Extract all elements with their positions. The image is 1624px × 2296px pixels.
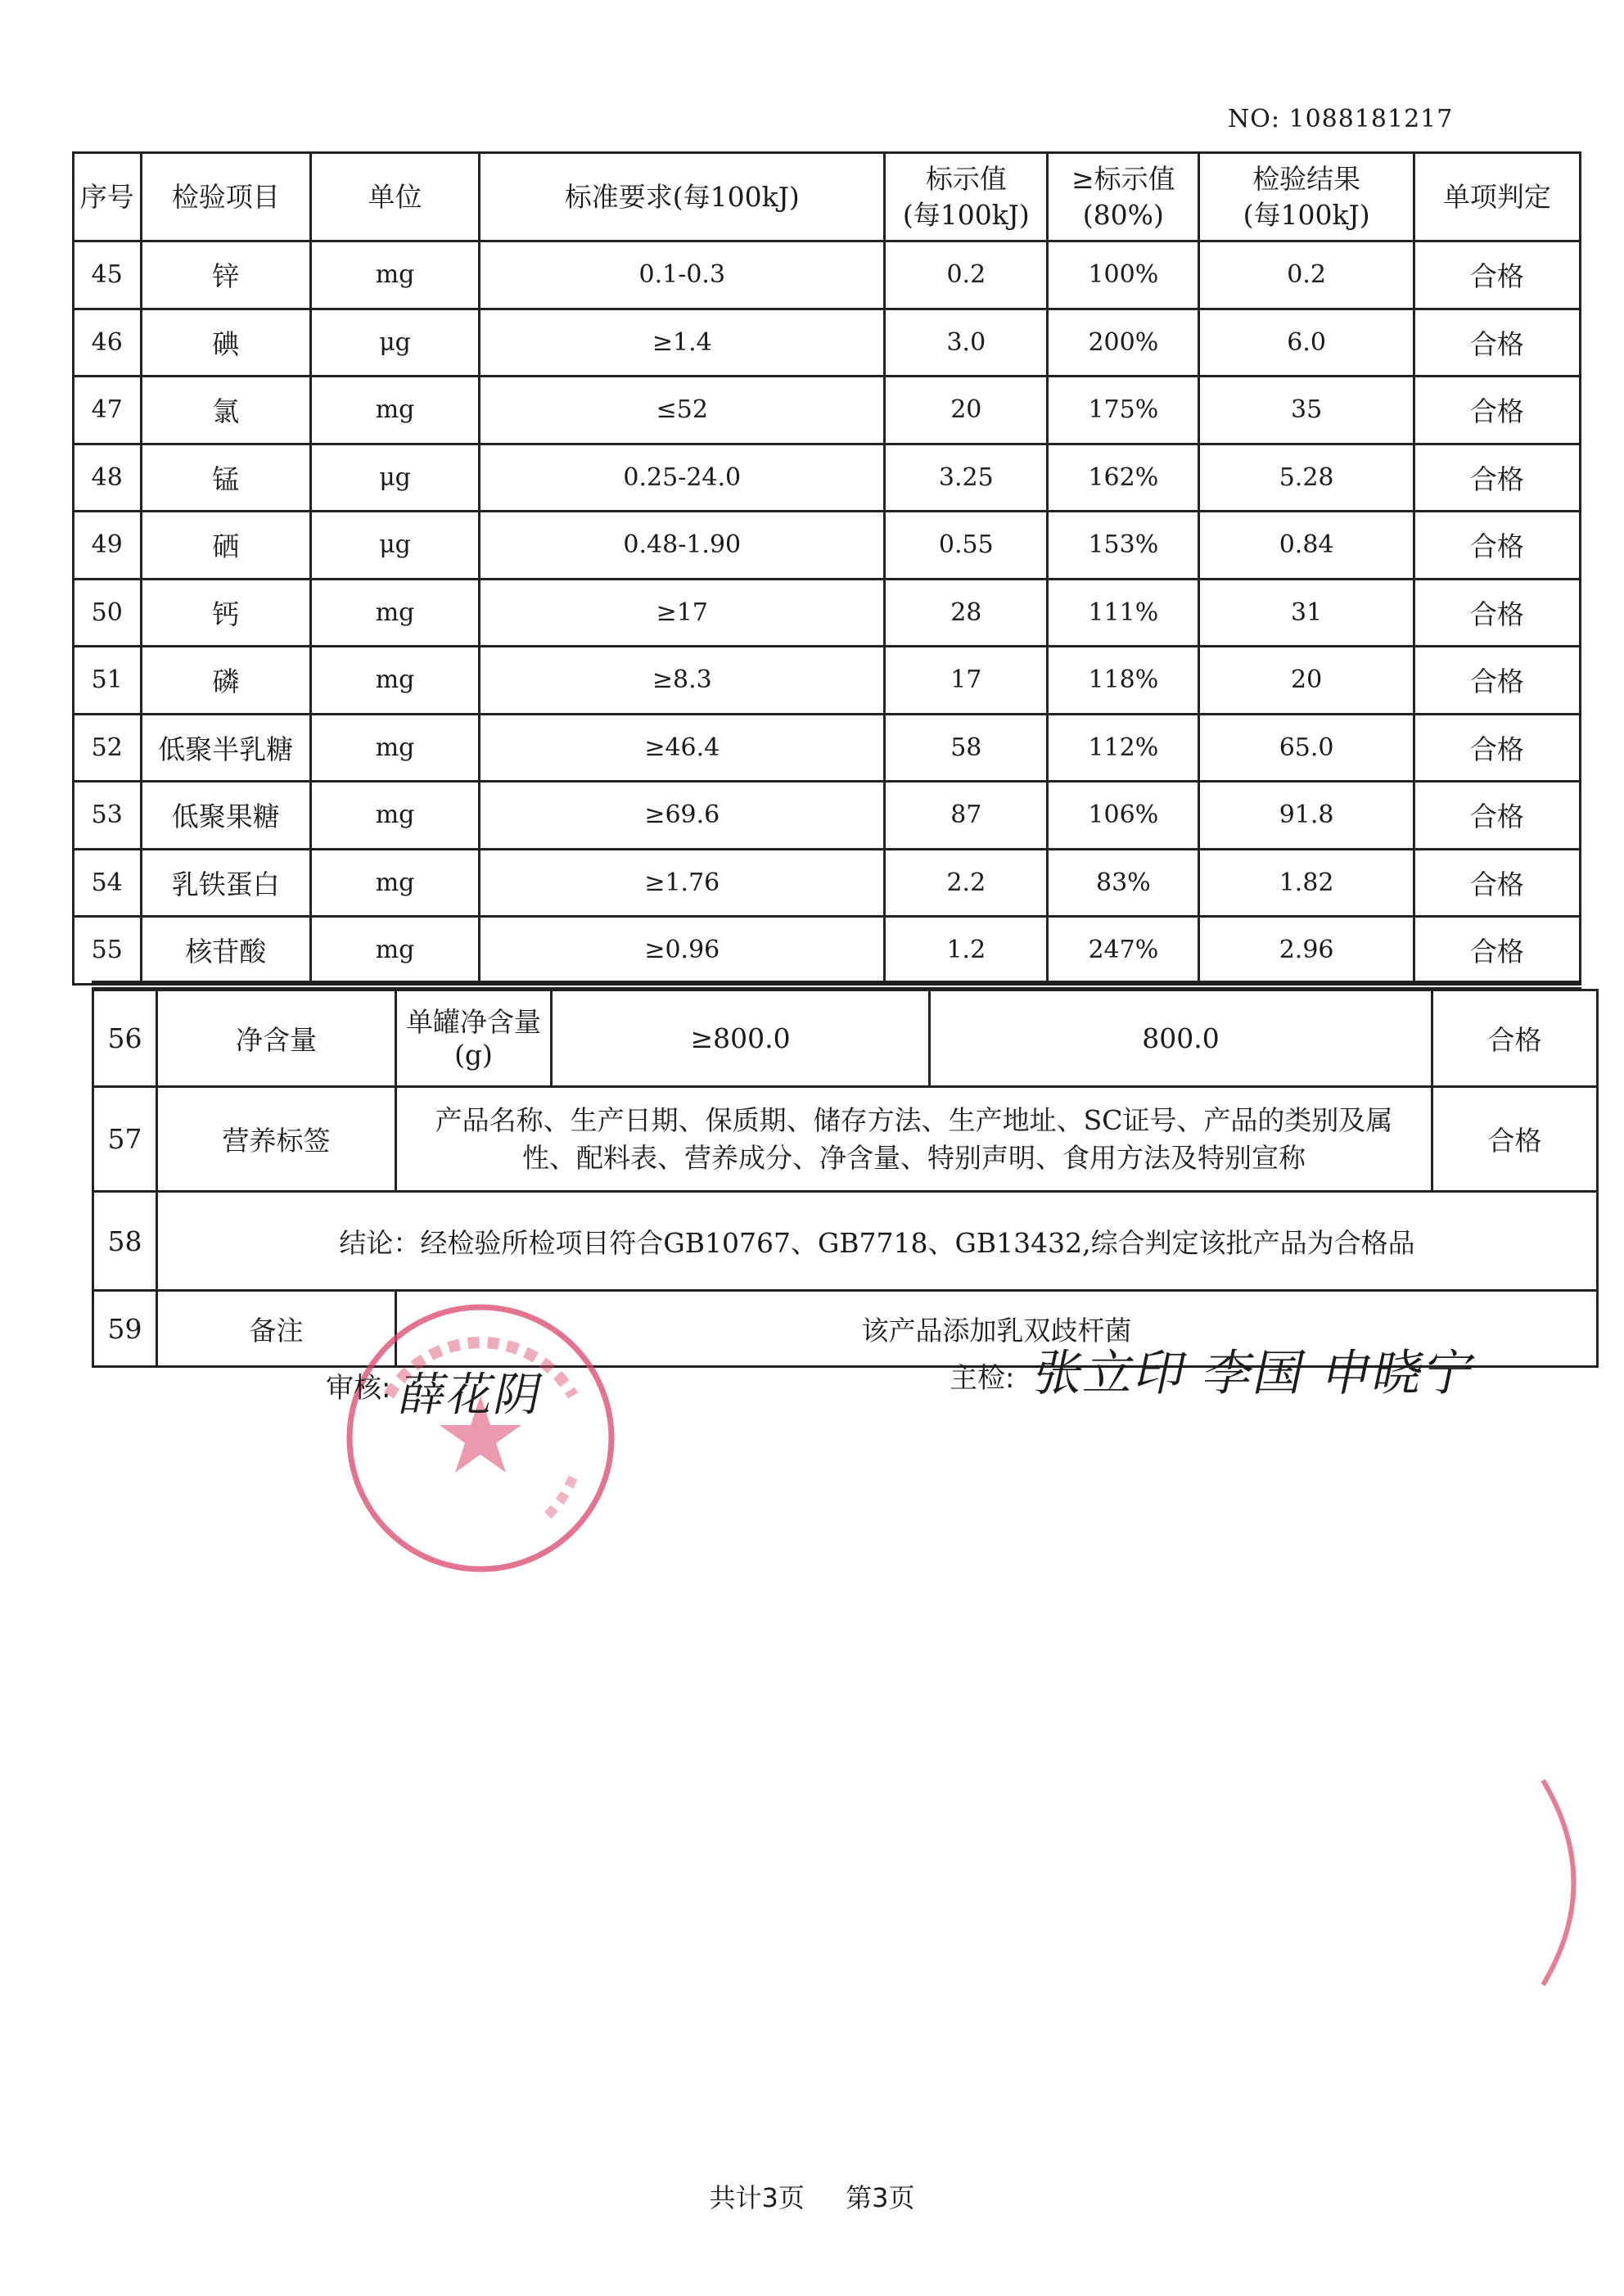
header-seq: 序号 bbox=[74, 153, 142, 241]
cell-result: 91.8 bbox=[1199, 782, 1414, 850]
header-item: 检验项目 bbox=[141, 153, 310, 241]
header-ratio: ≥标示值 (80%) bbox=[1048, 153, 1199, 241]
cell-item: 硒 bbox=[141, 512, 310, 580]
cell-unit: μg bbox=[310, 309, 479, 377]
cell-verdict: 合格 bbox=[1414, 241, 1580, 309]
cell-unit: μg bbox=[310, 444, 479, 512]
cell-ratio: 153% bbox=[1048, 512, 1199, 580]
cell-seq: 55 bbox=[74, 917, 142, 985]
cell-item: 低聚半乳糖 bbox=[141, 714, 310, 782]
cell-result: 1.82 bbox=[1199, 849, 1414, 917]
cell-seq: 48 bbox=[74, 444, 142, 512]
cell-ratio: 83% bbox=[1048, 849, 1199, 917]
table-row bbox=[74, 917, 1581, 985]
cell-result: 65.0 bbox=[1199, 714, 1414, 782]
cell-result: 31 bbox=[1199, 579, 1414, 647]
cell-verdict: 合格 bbox=[1414, 444, 1580, 512]
cell-label-value: 3.25 bbox=[885, 444, 1048, 512]
cell-item: 碘 bbox=[141, 309, 310, 377]
table-row bbox=[74, 241, 1581, 309]
header-unit: 单位 bbox=[310, 153, 479, 241]
cell-verdict: 合格 bbox=[1414, 377, 1580, 444]
cell-result: 800.0 bbox=[930, 990, 1432, 1087]
cell-verdict: 合格 bbox=[1414, 309, 1580, 377]
page-footer bbox=[0, 2177, 1624, 2215]
cell-seq: 45 bbox=[74, 241, 142, 309]
report-number: NO: 1088181217 bbox=[1228, 105, 1454, 133]
cell-item: 锌 bbox=[141, 241, 310, 309]
cell-item: 核苷酸 bbox=[141, 917, 310, 985]
cell-ratio: 118% bbox=[1048, 647, 1199, 715]
cell-result: 20 bbox=[1199, 647, 1414, 715]
cell-item: 净含量 bbox=[157, 990, 396, 1087]
cell-item: 乳铁蛋白 bbox=[141, 849, 310, 917]
cell-label-value: 0.2 bbox=[885, 241, 1048, 309]
conclusion-text: 结论：经检验所检项目符合GB10767、GB7718、GB13432,综合判定该批产品为合格品 bbox=[157, 1192, 1598, 1291]
header-verdict: 单项判定 bbox=[1414, 153, 1580, 241]
cell-ratio: 200% bbox=[1048, 309, 1199, 377]
cell-seq: 50 bbox=[74, 579, 142, 647]
cell-seq: 58 bbox=[93, 1192, 157, 1291]
cell-verdict: 合格 bbox=[1414, 849, 1580, 917]
table-row bbox=[93, 1192, 1598, 1291]
inspection-table bbox=[72, 151, 1581, 986]
cell-label-value: 1.2 bbox=[885, 917, 1048, 985]
cell-item: 营养标签 bbox=[157, 1087, 396, 1192]
table-row bbox=[74, 579, 1581, 647]
inspector-label: 主检: bbox=[950, 1362, 1015, 1395]
partial-seal-edge bbox=[1539, 1776, 1604, 1989]
cell-unit: mg bbox=[310, 579, 479, 647]
cell-item: 锰 bbox=[141, 444, 310, 512]
summary-table bbox=[92, 989, 1599, 1368]
table-row bbox=[74, 512, 1581, 580]
cell-unit: 单罐净含量 (g) bbox=[396, 990, 552, 1087]
cell-seq: 47 bbox=[74, 377, 142, 444]
cell-unit: μg bbox=[310, 512, 479, 580]
cell-unit: mg bbox=[310, 647, 479, 715]
cell-seq: 53 bbox=[74, 782, 142, 850]
cell-verdict: 合格 bbox=[1414, 782, 1580, 850]
cell-seq: 51 bbox=[74, 647, 142, 715]
cell-ratio: 111% bbox=[1048, 579, 1199, 647]
cell-unit: mg bbox=[310, 849, 479, 917]
nutrition-label-content: 产品名称、生产日期、保质期、储存方法、生产地址、SC证号、产品的类别及属性、配料表、营养成分、净含量、特别声明、食用方法及特别宣称 bbox=[396, 1087, 1432, 1192]
cell-standard: ≥1.4 bbox=[480, 309, 885, 377]
cell-label-value: 0.55 bbox=[885, 512, 1048, 580]
table-row bbox=[74, 647, 1581, 715]
cell-result: 0.84 bbox=[1199, 512, 1414, 580]
table-row bbox=[74, 782, 1581, 850]
table-row bbox=[93, 1087, 1598, 1192]
cell-seq: 59 bbox=[93, 1291, 157, 1367]
cell-item: 磷 bbox=[141, 647, 310, 715]
cell-standard: 0.25-24.0 bbox=[480, 444, 885, 512]
cell-verdict: 合格 bbox=[1414, 512, 1580, 580]
cell-standard: ≥0.96 bbox=[480, 917, 885, 985]
cell-label-value: 2.2 bbox=[885, 849, 1048, 917]
header-label-value: 标示值 (每100kJ) bbox=[885, 153, 1048, 241]
cell-standard: ≥17 bbox=[480, 579, 885, 647]
cell-result: 35 bbox=[1199, 377, 1414, 444]
inspector-signature: 张立印 李国 申晓宁 bbox=[1028, 1345, 1482, 1402]
header-result: 检验结果 (每100kJ) bbox=[1199, 153, 1414, 241]
cell-label-value: 17 bbox=[885, 647, 1048, 715]
cell-item: 低聚果糖 bbox=[141, 782, 310, 850]
reviewer-signature: 薛花阴 bbox=[395, 1369, 548, 1422]
cell-verdict: 合格 bbox=[1414, 579, 1580, 647]
cell-standard: ≥46.4 bbox=[480, 714, 885, 782]
remark-text: 该产品添加乳双歧杆菌 bbox=[396, 1291, 1598, 1367]
cell-ratio: 162% bbox=[1048, 444, 1199, 512]
cell-verdict: 合格 bbox=[1414, 714, 1580, 782]
cell-unit: mg bbox=[310, 782, 479, 850]
cell-seq: 56 bbox=[93, 990, 157, 1087]
table-row bbox=[74, 444, 1581, 512]
cell-verdict: 合格 bbox=[1414, 647, 1580, 715]
current-page: 第3页 bbox=[846, 2182, 915, 2213]
cell-seq: 52 bbox=[74, 714, 142, 782]
reviewer-label: 审核: bbox=[326, 1372, 391, 1405]
table-header-row bbox=[74, 153, 1581, 241]
cell-ratio: 247% bbox=[1048, 917, 1199, 985]
cell-item: 钙 bbox=[141, 579, 310, 647]
cell-unit: mg bbox=[310, 241, 479, 309]
table-row bbox=[74, 377, 1581, 444]
cell-ratio: 175% bbox=[1048, 377, 1199, 444]
cell-seq: 54 bbox=[74, 849, 142, 917]
table-row bbox=[93, 990, 1598, 1087]
cell-label-value: 87 bbox=[885, 782, 1048, 850]
total-pages: 共计3页 bbox=[709, 2182, 805, 2213]
cell-seq: 57 bbox=[93, 1087, 157, 1192]
cell-ratio: 100% bbox=[1048, 241, 1199, 309]
header-standard: 标准要求(每100kJ) bbox=[480, 153, 885, 241]
cell-item: 氯 bbox=[141, 377, 310, 444]
company-seal bbox=[340, 1297, 622, 1580]
cell-label-value: 3.0 bbox=[885, 309, 1048, 377]
table-row bbox=[74, 714, 1581, 782]
cell-standard: ≥69.6 bbox=[480, 782, 885, 850]
cell-standard: ≥800.0 bbox=[552, 990, 930, 1087]
cell-verdict: 合格 bbox=[1432, 990, 1598, 1087]
cell-unit: mg bbox=[310, 917, 479, 985]
cell-result: 0.2 bbox=[1199, 241, 1414, 309]
table-row bbox=[74, 309, 1581, 377]
cell-result: 6.0 bbox=[1199, 309, 1414, 377]
cell-standard: ≤52 bbox=[480, 377, 885, 444]
cell-verdict: 合格 bbox=[1432, 1087, 1598, 1192]
cell-standard: 0.48-1.90 bbox=[480, 512, 885, 580]
cell-verdict: 合格 bbox=[1414, 917, 1580, 985]
cell-item: 备注 bbox=[157, 1291, 396, 1367]
cell-unit: mg bbox=[310, 714, 479, 782]
cell-standard: ≥1.76 bbox=[480, 849, 885, 917]
cell-ratio: 112% bbox=[1048, 714, 1199, 782]
cell-seq: 49 bbox=[74, 512, 142, 580]
cell-label-value: 28 bbox=[885, 579, 1048, 647]
cell-result: 2.96 bbox=[1199, 917, 1414, 985]
cell-standard: 0.1-0.3 bbox=[480, 241, 885, 309]
cell-label-value: 58 bbox=[885, 714, 1048, 782]
cell-standard: ≥8.3 bbox=[480, 647, 885, 715]
cell-label-value: 20 bbox=[885, 377, 1048, 444]
cell-unit: mg bbox=[310, 377, 479, 444]
cell-seq: 46 bbox=[74, 309, 142, 377]
cell-result: 5.28 bbox=[1199, 444, 1414, 512]
cell-ratio: 106% bbox=[1048, 782, 1199, 850]
table-row bbox=[74, 849, 1581, 917]
